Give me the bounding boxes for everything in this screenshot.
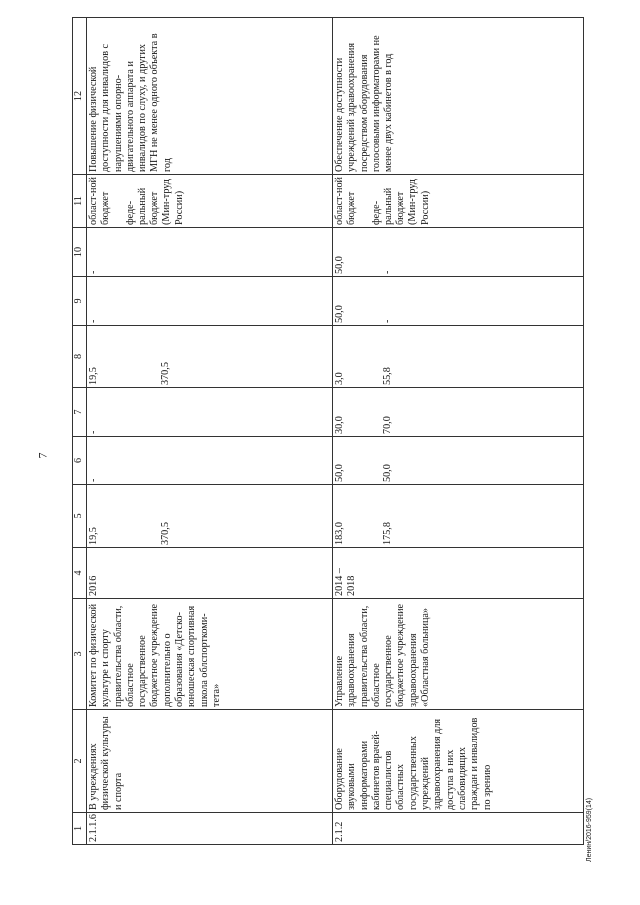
amount-col-10: [87, 228, 333, 277]
amount-col-8: [333, 326, 584, 388]
value-regional: 19,5: [88, 527, 99, 545]
header-col-9: 9: [73, 277, 87, 326]
spacer: [346, 328, 382, 385]
measures-table: [72, 17, 584, 845]
spacer: [100, 328, 160, 385]
spacer: [346, 487, 382, 545]
amount-col-6: [87, 437, 333, 485]
header-col-6: 6: [73, 437, 87, 485]
event-name: Оборудование звуковыми информаторами кабинетов врачей-специалистов областных государственных учреждений здравоохранения для доступа в них слабовидящих граждан и инвалидов по зрению: [333, 710, 584, 813]
amount-col-9: [87, 277, 333, 326]
value-regional: 3,0: [334, 372, 345, 385]
executor: Комитет по физической культуре и спорту правительства области, областное государственное бюджетное учреждение дополнительно о образования «Детско-юношеская спортивная школа облспорткоми-тета»: [87, 599, 333, 710]
value-regional: 183,0: [334, 522, 345, 545]
total-amount: [333, 485, 584, 548]
value-regional: -: [88, 478, 99, 482]
amount-col-6: [333, 437, 584, 485]
amount-col-10: [333, 228, 584, 277]
header-col-3: 3: [73, 599, 87, 710]
header-col-4: 4: [73, 548, 87, 599]
source-regional: област-ной бюджет: [334, 177, 358, 225]
value-regional: 50,0: [334, 305, 345, 323]
amount-col-7: [87, 388, 333, 437]
header-col-7: 7: [73, 388, 87, 437]
value-federal: 175,8: [382, 522, 394, 545]
period: 2016: [87, 548, 333, 599]
rotated-table-sheet: [72, 17, 584, 845]
value-federal: 370,5: [160, 522, 172, 545]
table-row: [333, 18, 584, 845]
event-name: В учреждениях физической культуры и спорта: [87, 710, 333, 813]
table-header-row: [73, 18, 87, 845]
value-federal: 55,8: [382, 367, 394, 385]
period: 2014 – 2018: [333, 548, 584, 599]
document-code: Ленин/2016-959(14): [586, 797, 593, 862]
total-amount: [87, 485, 333, 548]
row-number: 2.1.2: [333, 813, 584, 845]
value-federal: -: [382, 270, 394, 274]
header-col-1: 1: [73, 813, 87, 845]
value-regional: -: [88, 430, 99, 434]
value-regional: 30,0: [334, 416, 345, 434]
value-regional: 50,0: [334, 464, 345, 482]
source-federal: феде-ральный бюджет (Мин-труд России): [124, 179, 185, 225]
amount-col-9: [333, 277, 584, 326]
value-regional: -: [88, 270, 99, 274]
row-number: 2.1.1.6: [87, 813, 333, 845]
expected-result: Обеспечение доступности учреждений здравоохранения посредством оборудования голосовыми информаторами не менее двух кабинетов в год: [333, 18, 584, 175]
header-col-8: 8: [73, 326, 87, 388]
spacer: [346, 439, 382, 482]
page-number: 7: [35, 452, 50, 459]
expected-result: Повышение физической доступности для инвалидов с нарушениями опорно-двигательного аппарата и инвалидов по слуху, и других МГН не менее одного объекта в год: [87, 18, 333, 175]
value-federal: 70,0: [382, 416, 394, 434]
spacer: [346, 279, 382, 323]
source-federal: феде-ральный бюджет (Мин-труд России): [370, 179, 431, 225]
value-federal: -: [382, 319, 394, 323]
header-col-5: 5: [73, 485, 87, 548]
table-row: [87, 18, 333, 845]
value-regional: 50,0: [334, 256, 345, 274]
funding-source: [333, 175, 584, 228]
spacer: [100, 487, 160, 545]
spacer: [346, 390, 382, 434]
header-col-2: 2: [73, 710, 87, 813]
value-federal: 370,5: [160, 362, 172, 385]
header-col-12: 12: [73, 18, 87, 175]
amount-col-7: [333, 388, 584, 437]
funding-source: [87, 175, 333, 228]
source-regional: област-ной бюджет: [88, 177, 112, 225]
header-col-11: 11: [73, 175, 87, 228]
header-col-10: 10: [73, 228, 87, 277]
value-regional: -: [88, 319, 99, 323]
spacer: [346, 230, 382, 274]
executor: Управление здравоохранения правительства области, областное государственное бюджетное учреждение здравоохранения «Областная больница»: [333, 599, 584, 710]
value-federal: 50,0: [382, 464, 394, 482]
value-regional: 19,5: [88, 367, 99, 385]
amount-col-8: [87, 326, 333, 388]
